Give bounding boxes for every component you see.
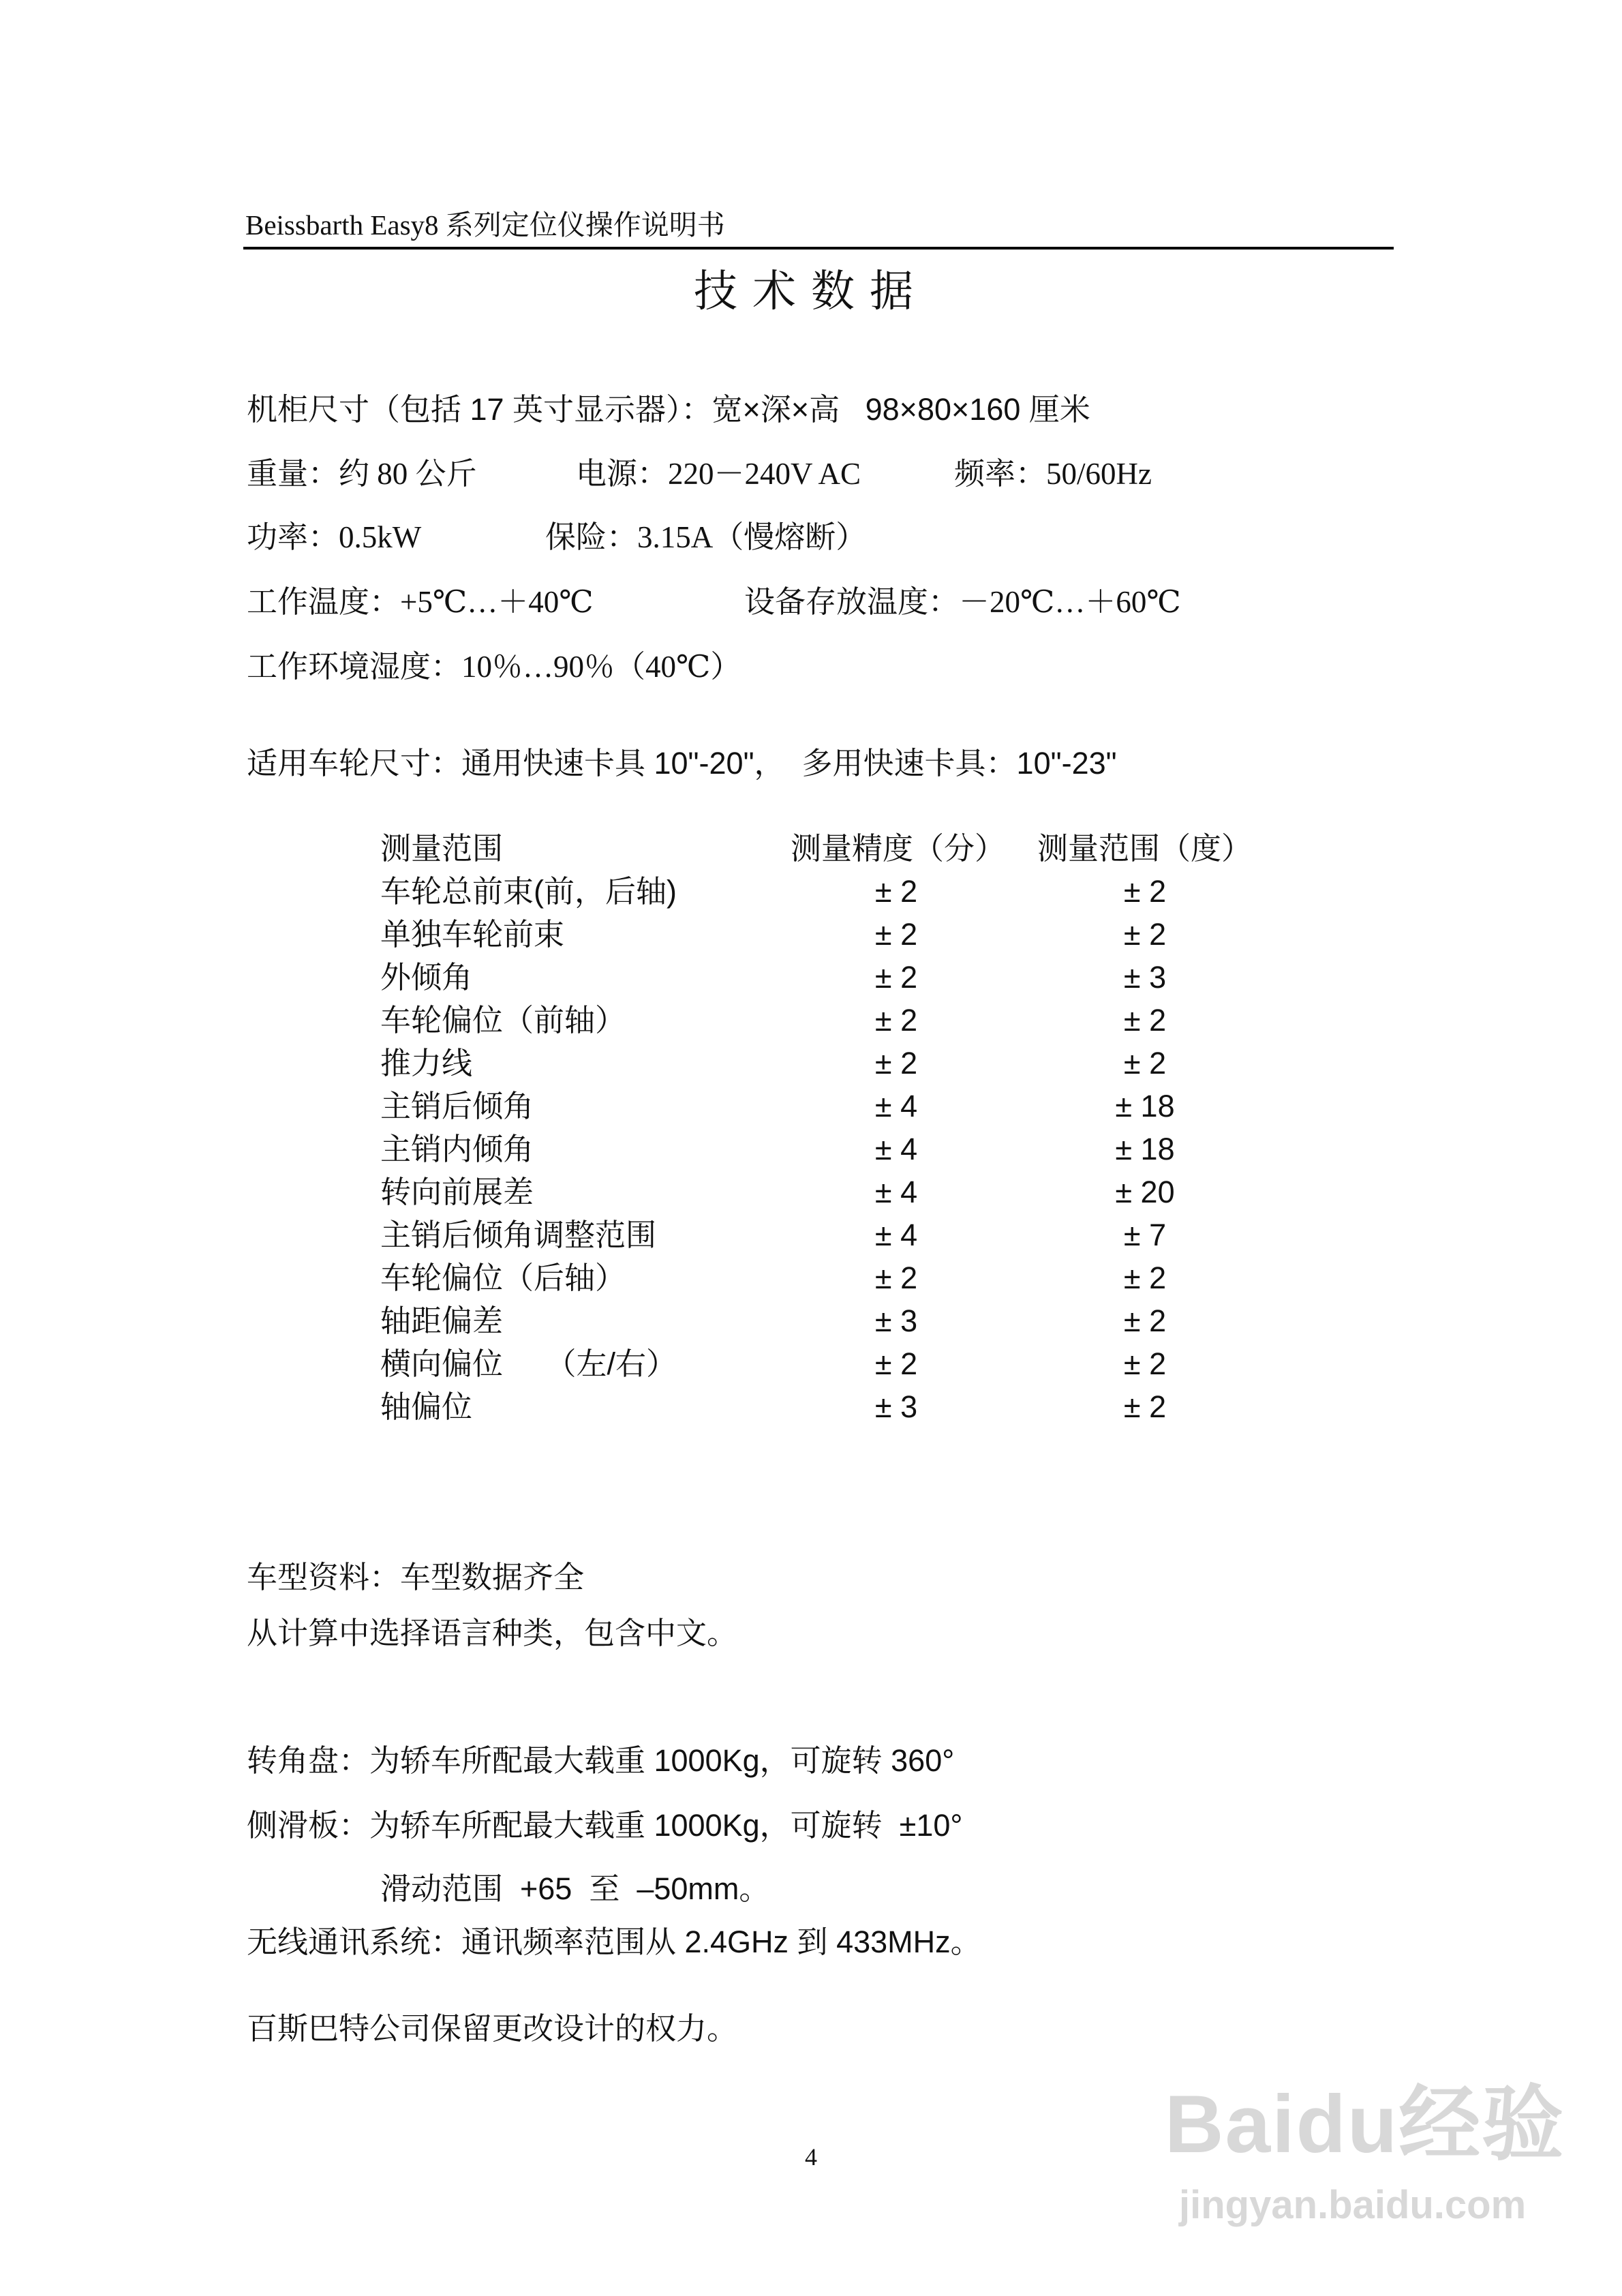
table-cell-accuracy: ± 2 — [874, 1260, 918, 1295]
table-cell-degree: ± 2 — [1123, 1303, 1167, 1338]
table-cell-item: 主销后倾角 — [380, 1089, 534, 1123]
table-cell-item: 外倾角 — [380, 960, 473, 995]
table-cell-degree: ± 3 — [1123, 960, 1167, 995]
table-cell-accuracy: ± 2 — [874, 917, 918, 952]
table-cell-accuracy: ± 3 — [874, 1303, 918, 1338]
table-cell-degree: ± 18 — [1115, 1089, 1175, 1123]
table-header-accuracy: 测量精度（分） — [791, 831, 1006, 866]
spec-weight: 重量：约 80 公斤 — [247, 457, 477, 491]
table-cell-item: 轴偏位 — [380, 1389, 473, 1424]
table-cell-degree: ± 18 — [1115, 1132, 1175, 1166]
note-language: 从计算中选择语言种类，包含中文。 — [247, 1616, 738, 1650]
table-cell-degree: ± 2 — [1123, 917, 1167, 952]
spec-power-supply: 电源：220－240V AC — [576, 457, 861, 491]
table-cell-accuracy: ± 4 — [874, 1175, 918, 1209]
table-cell-degree: ± 2 — [1123, 1346, 1167, 1381]
table-cell-degree: ± 20 — [1115, 1175, 1175, 1209]
table-cell-item: 车轮偏位（前轴） — [380, 1003, 626, 1038]
baidu-watermark-logo — [1159, 2072, 1565, 2236]
table-header-degree: 测量范围（度） — [1037, 831, 1253, 866]
spec-frequency: 频率：50/60Hz — [954, 457, 1152, 491]
table-cell-accuracy: ± 2 — [874, 1346, 918, 1381]
table-cell-item: 推力线 — [380, 1046, 473, 1081]
spec-dimensions: 机柜尺寸（包括 17 英寸显示器）：宽×深×高 98×80×160 厘米 — [247, 392, 1090, 427]
spec-power: 功率：0.5kW — [247, 520, 422, 554]
header-rule — [243, 247, 1394, 250]
table-cell-item: 主销后倾角调整范围 — [380, 1218, 657, 1252]
table-cell-accuracy: ± 4 — [874, 1132, 918, 1166]
table-cell-item: 主销内倾角 — [380, 1132, 534, 1166]
table-cell-accuracy: ± 2 — [874, 874, 918, 909]
page-number: 4 — [805, 2143, 817, 2171]
table-cell-item: 车轮偏位（后轴） — [380, 1260, 626, 1295]
note-slide-plate: 侧滑板：为轿车所配最大载重 1000Kg，可旋转 ±10° — [247, 1808, 963, 1843]
table-cell-item: 单独车轮前束 — [380, 917, 565, 952]
note-vehicle-data: 车型资料：车型数据齐全 — [247, 1560, 585, 1595]
running-header: Beissbarth Easy8 系列定位仪操作说明书 — [245, 209, 725, 241]
table-cell-degree: ± 7 — [1123, 1218, 1167, 1252]
table-cell-degree: ± 2 — [1123, 1389, 1167, 1424]
spec-wheel-size: 适用车轮尺寸：通用快速卡具 10"-20"， 多用快速卡具：10"-23" — [247, 746, 1117, 781]
watermark-url: jingyan.baidu.com — [1179, 2183, 1527, 2227]
table-cell-accuracy: ± 2 — [874, 1046, 918, 1081]
note-slide-range: 滑动范围 +65 至 –50mm。 — [380, 1871, 770, 1906]
table-cell-degree: ± 2 — [1123, 1046, 1167, 1081]
table-cell-degree: ± 2 — [1123, 874, 1167, 909]
page-title: 技术数据 — [694, 267, 928, 316]
note-rights: 百斯巴特公司保留更改设计的权力。 — [247, 2011, 738, 2046]
watermark-brand: Baidu经验 — [1164, 2079, 1565, 2170]
table-header-range: 测量范围 — [380, 831, 504, 866]
table-cell-degree: ± 2 — [1123, 1003, 1167, 1038]
table-cell-accuracy: ± 4 — [874, 1218, 918, 1252]
note-turntable: 转角盘：为轿车所配最大载重 1000Kg，可旋转 360° — [247, 1743, 955, 1778]
table-cell-item: 横向偏位 （左/右） — [380, 1346, 677, 1381]
table-cell-item: 转向前展差 — [380, 1175, 534, 1209]
spec-fuse: 保险：3.15A（慢熔断） — [545, 520, 867, 554]
table-cell-degree: ± 2 — [1123, 1260, 1167, 1295]
note-wireless: 无线通讯系统：通讯频率范围从 2.4GHz 到 433MHz。 — [247, 1924, 981, 1959]
spec-storage-temp: 设备存放温度：－20℃…＋60℃ — [744, 585, 1181, 619]
table-cell-accuracy: ± 4 — [874, 1089, 918, 1123]
table-cell-accuracy: ± 3 — [874, 1389, 918, 1424]
table-cell-accuracy: ± 2 — [874, 1003, 918, 1038]
spec-operating-temp: 工作温度：+5℃…＋40℃ — [247, 585, 594, 619]
table-cell-item: 车轮总前束(前，后轴) — [380, 874, 677, 909]
spec-humidity: 工作环境湿度：10％…90％（40℃） — [247, 650, 741, 684]
table-cell-accuracy: ± 2 — [874, 960, 918, 995]
table-cell-item: 轴距偏差 — [380, 1303, 504, 1338]
